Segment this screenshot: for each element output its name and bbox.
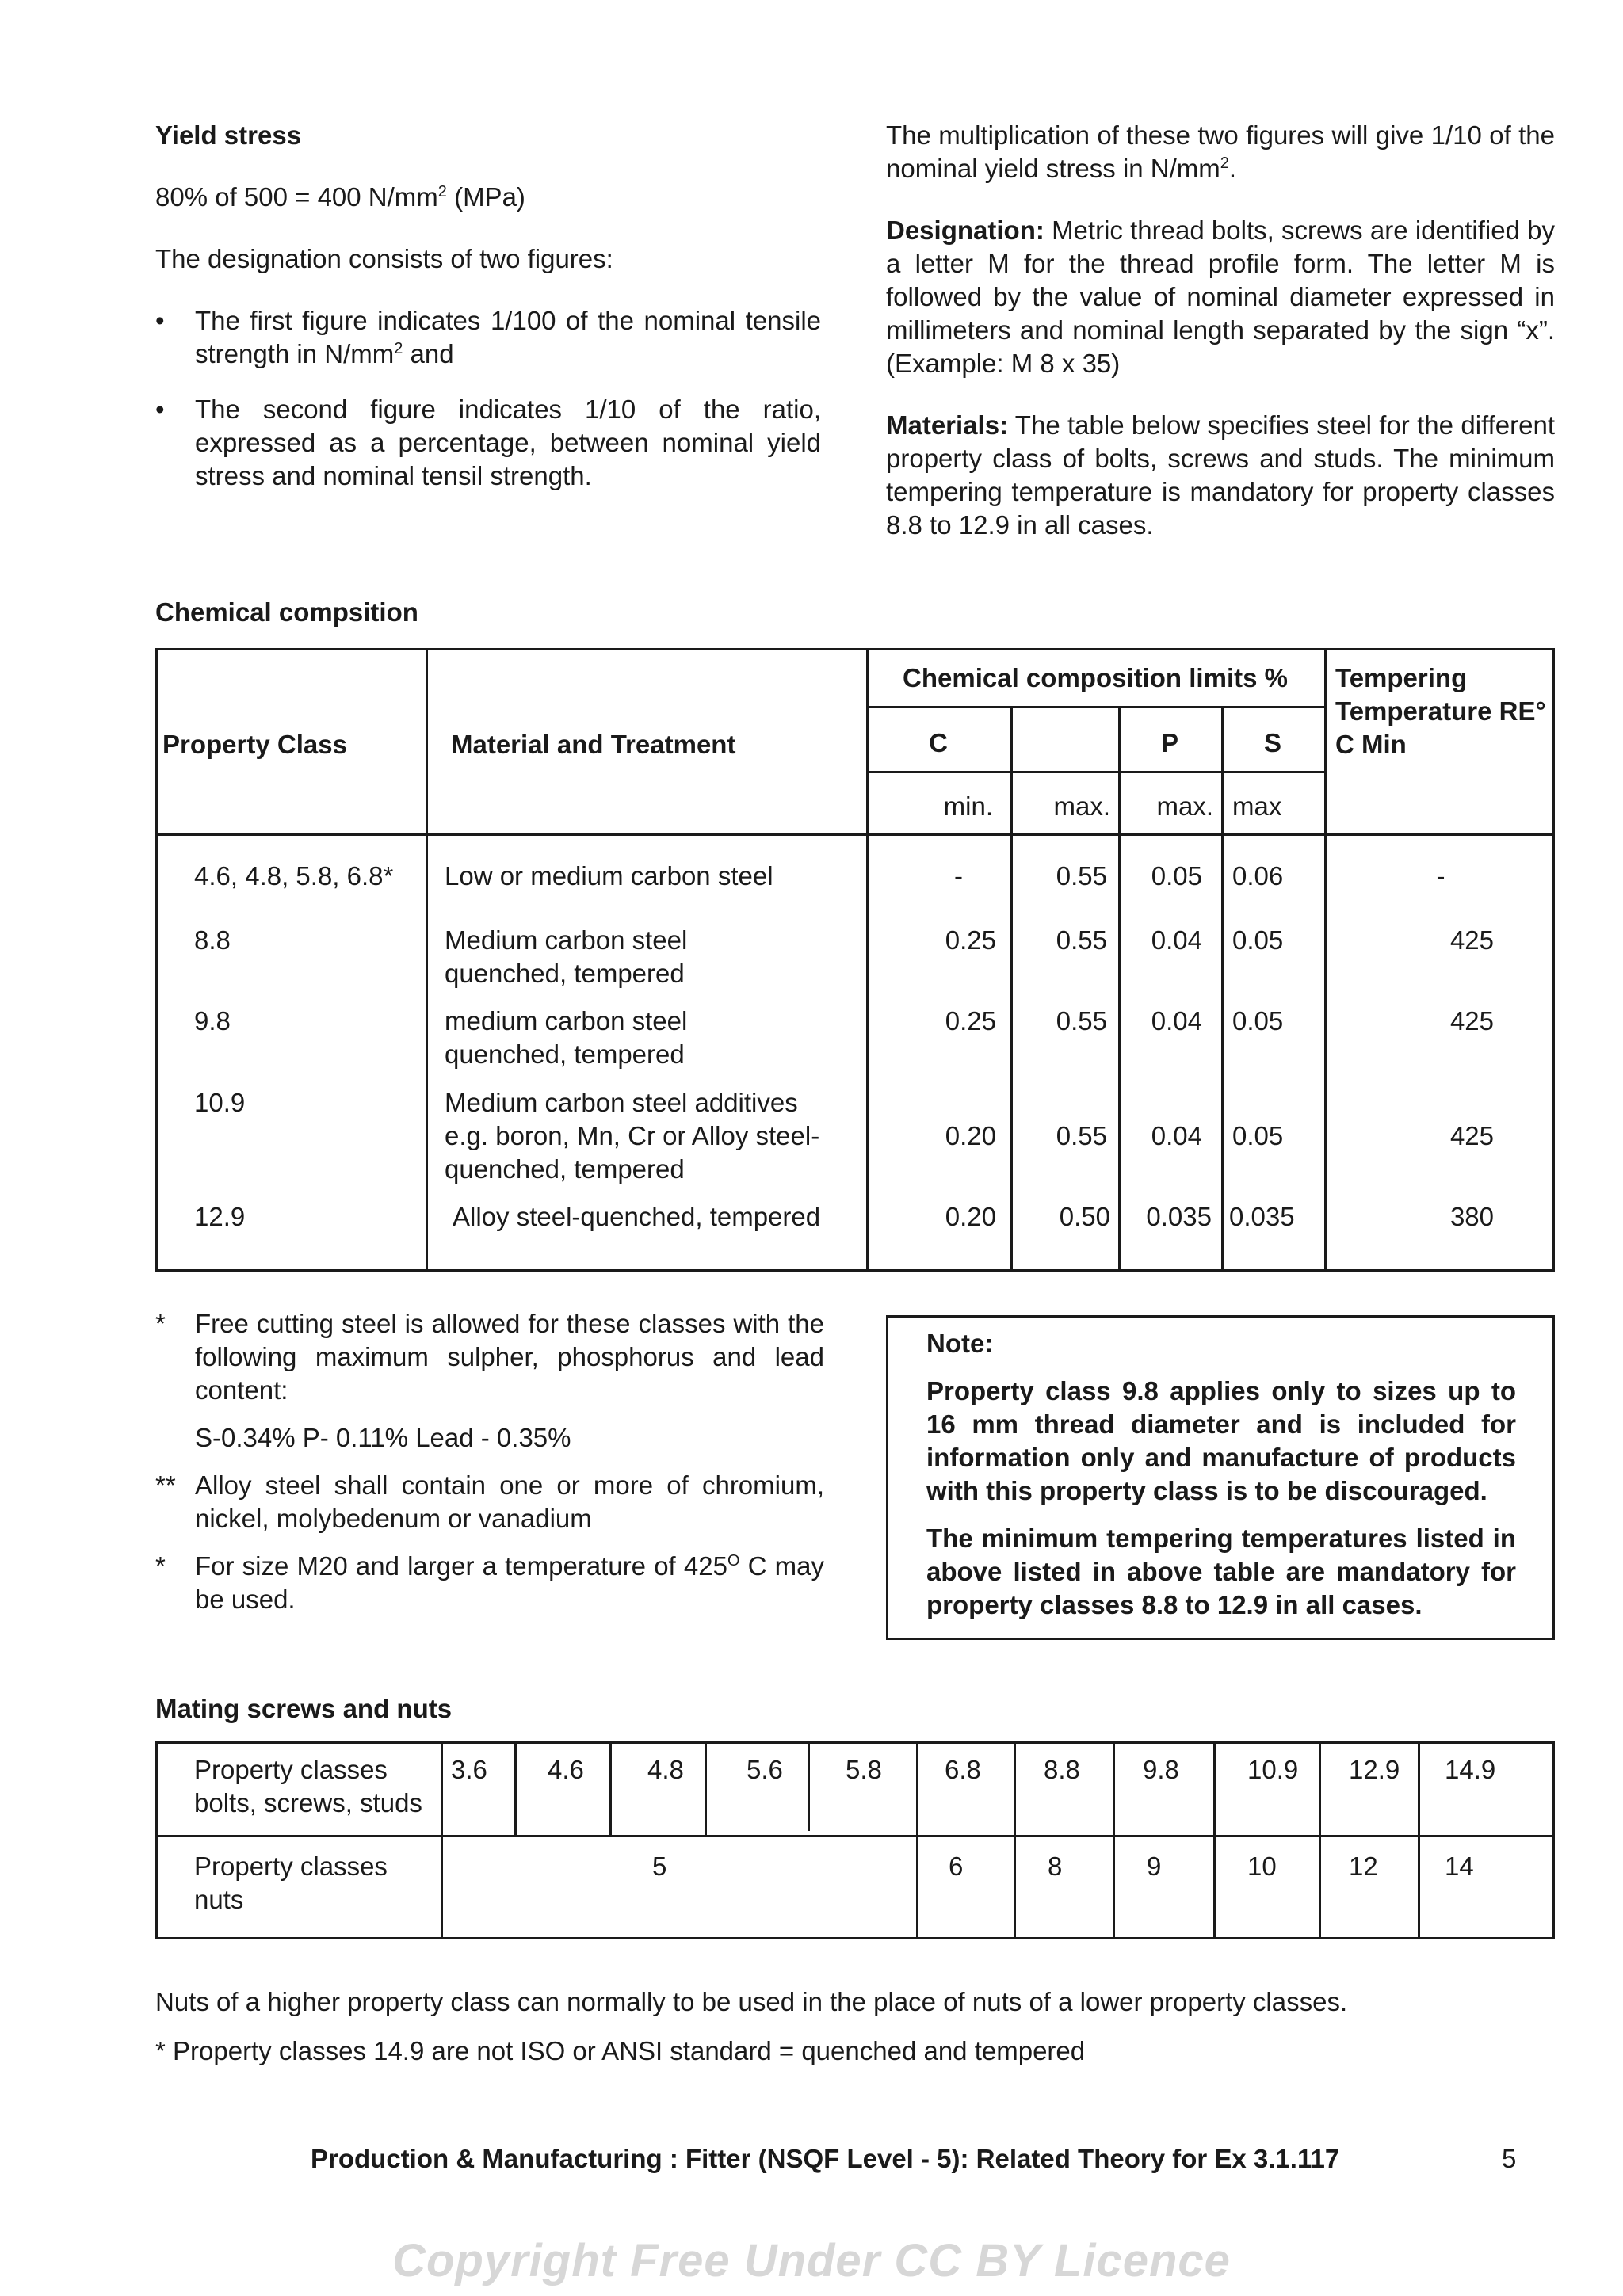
table-cell: 12 <box>1349 1852 1378 1881</box>
table-cell-p: 0.04 <box>1151 1006 1202 1035</box>
mating-table <box>155 1741 1555 1939</box>
table-cell-s: 0.035 <box>1229 1202 1295 1231</box>
multiplication-text: The multiplication of these two figures will give 1/10 of the nominal yield stress in $N/mm^2$. <box>886 120 1555 183</box>
table-cell-cmax: 0.55 <box>1056 1006 1107 1035</box>
table-cell-material: Medium carbon steel quenched, tempered <box>445 925 688 988</box>
table-cell: 4.6 <box>548 1755 584 1784</box>
table-cell-p: 0.04 <box>1151 1121 1202 1150</box>
table-cell: 10 <box>1247 1852 1277 1881</box>
table-cell-p: 0.05 <box>1151 861 1202 891</box>
sub-header-s: S <box>1263 728 1281 757</box>
table-cell: 5.6 <box>747 1755 783 1784</box>
table-cell-class: 9.8 <box>194 1006 231 1035</box>
table-cell-cmin: 0.25 <box>945 925 996 955</box>
table-cell-cmin: 0.20 <box>945 1121 996 1150</box>
table-cell-p: 0.04 <box>1151 925 1202 955</box>
table-cell-class: 12.9 <box>194 1202 246 1231</box>
sub-header-c: C <box>929 728 948 757</box>
table-cell: 12.9 <box>1349 1755 1400 1784</box>
table-cell-cmin: 0.20 <box>945 1202 996 1231</box>
footnote: ** Alloy steel shall contain one or more of chromium, nickel, molybedenum or vanadium <box>155 1470 824 1533</box>
row-label-bolts: Property classes bolts, screws, studs <box>194 1755 422 1817</box>
table-cell-temp: 425 <box>1449 1121 1494 1150</box>
table-cell-class: 8.8 <box>194 925 231 955</box>
left-column <box>155 119 821 515</box>
header-tempering: Tempering Temperature RE° C Min <box>1335 663 1546 759</box>
table-cell-cmax: 0.55 <box>1056 1121 1107 1150</box>
right-column <box>886 119 1555 570</box>
table-cell: 8 <box>1048 1852 1063 1881</box>
page-number: 5 <box>1502 2144 1517 2173</box>
note-title: Note: <box>926 1329 994 1358</box>
table-cell-material: medium carbon steel quenched, tempered <box>445 1006 688 1069</box>
table-cell-cmax: 0.50 <box>1059 1202 1110 1231</box>
yield-calc: 80% of 500 = 400 $N/mm^2$ (MPa) <box>155 182 525 212</box>
table-cell-s: 0.05 <box>1232 1121 1284 1150</box>
footnote: * Free cutting steel is allowed for these classes with the following maximum sulpher, phosphorus and lead content: S-0.34% P- 0.11% Lead - 0.35% <box>155 1309 824 1452</box>
table-cell-s: 0.05 <box>1232 925 1284 955</box>
bullet-item: • The second figure indicates 1/10 of the ratio, expressed as a percentage, between nominal yield stress and nominal tensil strength. <box>155 393 821 493</box>
table-cell-cmax: 0.55 <box>1056 861 1107 891</box>
table-cell: 5.8 <box>846 1755 882 1784</box>
watermark: Copyright Free Under CC BY Licence <box>392 2235 1231 2286</box>
table-cell: 9.8 <box>1143 1755 1179 1784</box>
table-cell-cmax: 0.55 <box>1056 925 1107 955</box>
table-cell: 14 <box>1445 1852 1474 1881</box>
table-cell-class: 4.6, 4.8, 5.8, 6.8* <box>194 861 394 891</box>
table-cell: 4.8 <box>647 1755 684 1784</box>
table-cell: 8.8 <box>1044 1755 1080 1784</box>
table-cell: 14.9 <box>1445 1755 1496 1784</box>
nuts-note: Nuts of a higher property class can normally to be used in the place of nuts of a lower property classes. <box>155 1987 1348 2016</box>
designation-intro: The designation consists of two figures: <box>155 244 613 273</box>
row-label-nuts: Property classes nuts <box>194 1852 388 1914</box>
note-paragraph: Property class 9.8 applies only to sizes up to 16 mm thread diameter and is included for information only and manufacture of products with this property class is to be discouraged. <box>926 1376 1516 1505</box>
table-cell: 5 <box>652 1852 667 1881</box>
table-cell: 6.8 <box>945 1755 981 1784</box>
header-chem-limits: Chemical composition limits % <box>903 663 1288 692</box>
sub-header-min: min. <box>943 791 993 821</box>
standard-note: * Property classes 14.9 are not ISO or ANSI standard = quenched and tempered <box>155 2036 1086 2065</box>
table-cell-material: Low or medium carbon steel <box>445 861 773 891</box>
materials-paragraph: Materials: The table below specifies steel for the different property class of bolts, screws and studs. The minimum tempering temperature is mandatory for property classes 8.8 to 12.9 in all cases. <box>886 410 1555 540</box>
table-cell-temp: 425 <box>1449 1006 1494 1035</box>
page-footer: Production & Manufacturing : Fitter (NSQF Level - 5): Related Theory for Ex 3.1.117 <box>311 2144 1340 2173</box>
table-cell: 3.6 <box>451 1755 487 1784</box>
bullet-mark: • <box>155 306 165 335</box>
table-cell: 6 <box>949 1852 964 1881</box>
chem-section-title: Chemical compsition <box>155 597 418 627</box>
bullet-mark: • <box>155 395 165 424</box>
table-cell-material: Alloy steel-quenched, tempered <box>453 1202 821 1231</box>
header-property-class: Property Class <box>162 730 347 759</box>
table-cell-p: 0.035 <box>1146 1202 1212 1231</box>
mating-section-title: Mating screws and nuts <box>155 1694 453 1723</box>
footnotes <box>155 1307 824 1630</box>
table-cell-cmin: - <box>954 861 963 891</box>
table-cell-s: 0.06 <box>1232 861 1284 891</box>
bullet-item: • The first figure indicates 1/100 of the nominal tensile strength in $N/mm^2$ and <box>155 304 821 371</box>
sub-header-max: max <box>1232 791 1282 821</box>
sub-header-p: P <box>1160 728 1178 757</box>
note-paragraph: The minimum tempering temperatures listed in above listed in above table are mandatory for property classes 8.8 to 12.9 in all cases. <box>926 1524 1516 1619</box>
table-cell-s: 0.05 <box>1232 1006 1284 1035</box>
table-cell-temp: 380 <box>1449 1202 1494 1231</box>
sub-header-max: max. <box>1156 791 1213 821</box>
table-cell-temp: - <box>1436 861 1445 891</box>
chemical-composition-table <box>155 648 1555 1272</box>
table-cell-cmin: 0.25 <box>945 1006 996 1035</box>
table-cell: 10.9 <box>1247 1755 1299 1784</box>
yield-stress-heading: Yield stress <box>155 120 302 150</box>
footnote: * For size M20 and larger a temperature of $425^O$ C may be used. <box>155 1551 824 1614</box>
table-cell-material: Medium carbon steel additives e.g. boron, Mn, Cr or Alloy steel-quenched, tempered <box>445 1088 820 1184</box>
table-cell-class: 10.9 <box>194 1088 246 1117</box>
designation-paragraph: Designation: Metric thread bolts, screws are identified by a letter M for the thread profile form. The letter M is followed by the value of nominal diameter expressed in millimeters and nominal length separated by the sign “x”. (Example: M 8 x 35) <box>886 215 1555 378</box>
sub-header-max: max. <box>1053 791 1110 821</box>
note-box <box>886 1315 1555 1640</box>
header-material-treatment: Material and Treatment <box>451 730 736 759</box>
table-cell: 9 <box>1147 1852 1162 1881</box>
table-cell-temp: 425 <box>1449 925 1494 955</box>
